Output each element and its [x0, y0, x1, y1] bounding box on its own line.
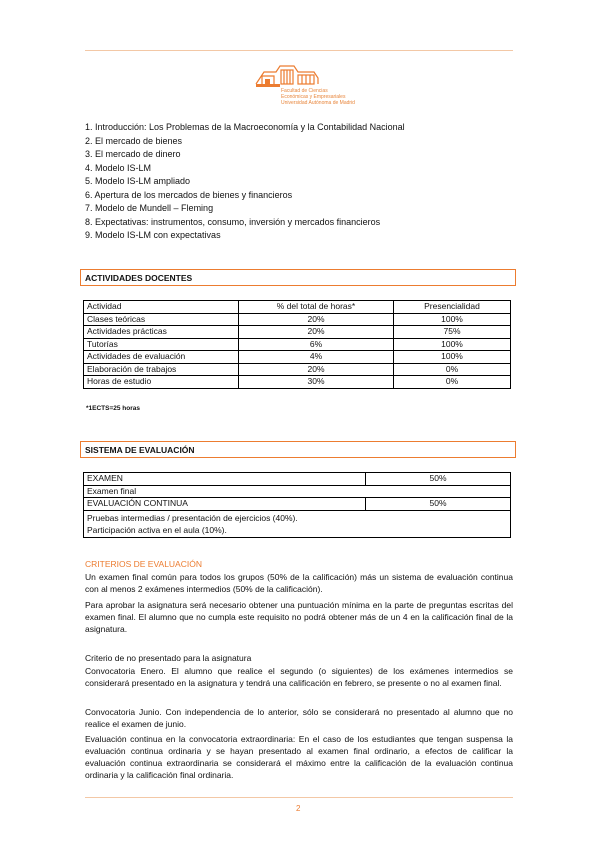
header-rule [85, 50, 513, 51]
criteria-heading: CRITERIOS DE EVALUACIÓN [85, 559, 202, 569]
topic-list [85, 121, 405, 243]
table-cell: Actividades de evaluación [84, 351, 239, 364]
table-row [84, 338, 511, 351]
table-cell: 50% [366, 473, 511, 486]
table-header-row [84, 301, 511, 314]
table-cell: 100% [394, 351, 511, 364]
table-row [84, 498, 511, 511]
topic-item: 4. Modelo IS-LM [85, 162, 152, 173]
footer-rule [85, 797, 513, 798]
table-cell: Clases teóricas [84, 313, 239, 326]
table-header-cell: Actividad [84, 301, 239, 314]
table-row [84, 485, 511, 498]
criteria-paragraph: Un examen final común para todos los grupos (50% de la calificación) más un sistema de evaluación continua con al menos 2 exámenes intermedios (50% de la calificación). [85, 572, 513, 594]
table-row [84, 326, 511, 339]
criteria-paragraph: Convocatoria Enero. El alumno que realice el segundo (o siguientes) de los exámenes intermedios se considerará presentado en la asignatura y tendrá una calificación en febrero, se presente o no al examen final. [85, 666, 513, 688]
topic-item: 1. Introducción: Los Problemas de la Macroeconomía y la Contabilidad Nacional [85, 122, 405, 132]
table-row [84, 473, 511, 486]
topic-item: 9. Modelo IS-LM con expectativas [85, 230, 221, 240]
topic-item: 8. Expectativas: instrumentos, consumo, inversión y mercados financieros [85, 216, 381, 227]
table-row [84, 363, 511, 376]
page-number: 2 [296, 804, 301, 813]
topic-item: 3. El mercado de dinero [85, 149, 181, 159]
evaluation-table [83, 472, 511, 538]
table-row [84, 313, 511, 326]
table-cell: Horas de estudio [84, 376, 239, 389]
table-cell: 30% [239, 376, 394, 389]
table-cell: EVALUACIÓN CONTINUA [84, 498, 366, 511]
table-header-cell: Presencialidad [394, 301, 511, 314]
table-cell: 20% [239, 363, 394, 376]
table-cell: 50% [366, 498, 511, 511]
table-cell: 100% [394, 313, 511, 326]
topic-item: 2. El mercado de bienes [85, 135, 183, 146]
activities-section-title: ACTIVIDADES DOCENTES [80, 269, 516, 286]
table-cell: Actividades prácticas [84, 326, 239, 339]
table-cell: 75% [394, 326, 511, 339]
logo-line: Económicas y Empresariales [281, 94, 346, 100]
logo-line: Universidad Autónoma de Madrid [281, 100, 355, 106]
table-cell: 20% [239, 313, 394, 326]
criteria-paragraph: Convocatoria Junio. Con independencia de lo anterior, sólo se considerará no presentado al alumno que no realice el examen de junio. [85, 707, 513, 729]
table-cell: 0% [394, 363, 511, 376]
continuous-detail-line: Pruebas intermedias / presentación de ejercicios (40%). [87, 512, 298, 523]
table-cell: 0% [394, 376, 511, 389]
table-cell: 4% [239, 351, 394, 364]
table-row [84, 510, 511, 537]
table-cell: 20% [239, 326, 394, 339]
criteria-paragraph: Evaluación continua en la convocatoria extraordinaria: En el caso de los estudiantes que tengan suspensa la evaluación continua ordinaria y se hayan presentado al examen final ordinario, a efectos de calificar la evaluación continua extraordinaria se considerará el máximo entre la calificación de la evaluación continua ordinaria y la calificación final ordinaria. [85, 734, 513, 780]
table-header-cell: % del total de horas* [239, 301, 394, 314]
criteria-paragraph: Criterio de no presentado para la asignatura [85, 653, 252, 663]
continuous-detail-line: Participación activa en el aula (10%). [87, 524, 227, 535]
table-cell: Examen final [84, 485, 511, 498]
table-row [84, 351, 511, 364]
table-cell: Tutorías [84, 338, 239, 351]
ects-footnote: *1ECTS=25 horas [86, 405, 141, 412]
topic-item: 7. Modelo de Mundell – Fleming [85, 203, 214, 213]
table-cell: Elaboración de trabajos [84, 363, 239, 376]
activities-table [83, 300, 511, 389]
table-cell: EXAMEN [84, 473, 366, 486]
table-cell: 6% [239, 338, 394, 351]
logo-line: Facultad de Ciencias [281, 88, 328, 94]
table-row [84, 376, 511, 389]
topic-item: 5. Modelo IS-LM ampliado [85, 176, 191, 186]
evaluation-section-title: SISTEMA DE EVALUACIÓN [80, 441, 516, 458]
logo-caption [281, 88, 355, 106]
table-cell [84, 510, 511, 537]
criteria-paragraph: Para aprobar la asignatura será necesario obtener una puntuación mínima en la parte de preguntas escritas del examen final. El alumno que no cumpla este requisito no podrá obtener más de un 4 en la calificación final de la asignatura. [85, 600, 513, 634]
topic-item: 6. Apertura de los mercados de bienes y financieros [85, 189, 293, 200]
table-cell: 100% [394, 338, 511, 351]
